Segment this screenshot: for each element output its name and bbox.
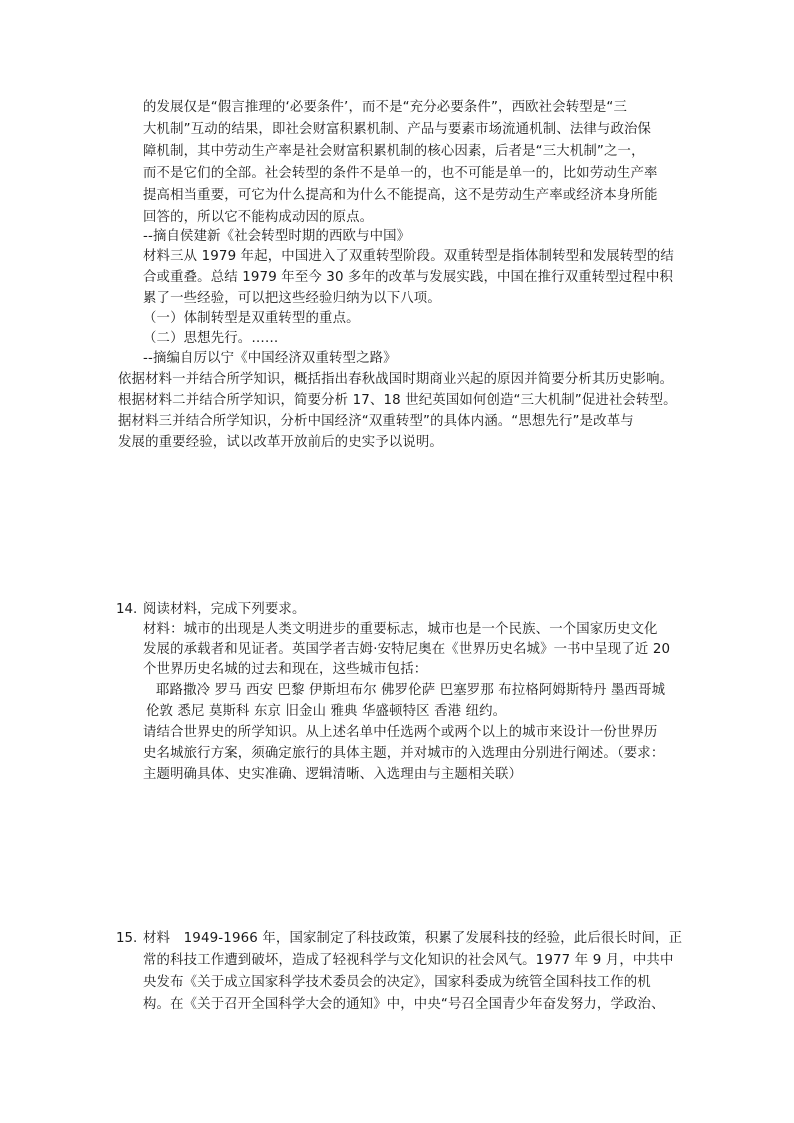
text-line: （二）思想先行。……	[143, 331, 279, 346]
text-line: 央发布《关于成立国家科学技术委员会的决定》，国家科委成为统管全国科技工作的机	[143, 975, 651, 990]
text-line: 主题明确具体、史实准确、逻辑清晰、入选理由与主题相关联）	[143, 767, 523, 782]
citation: --摘编自厉以宁《中国经济双重转型之路》	[143, 351, 397, 366]
text-line: 提高相当重要，可它为什么提高和为什么不能提高，这不是劳动生产率或经济本身所能	[143, 188, 658, 203]
question-line: 依据材料一并结合所学知识，概括指出春秋战国时期商业兴起的原因并简要分析其历史影响。	[118, 372, 674, 387]
city-list: 伦敦 悉尼 莫斯科 东京 旧金山 雅典 华盛顿特区 香港 纽约。	[146, 704, 507, 719]
text-line: 构。在《关于召开全国科学大会的通知》中，中央“号召全国青少年奋发努力，学政治、	[143, 997, 665, 1012]
text-line: 发展的承载者和见证者。英国学者吉姆·安特尼奥在《世界历史名城》一书中呈现了近 20	[143, 642, 671, 657]
text-line: 障机制，其中劳动生产率是社会财富积累机制的核心因素，后者是“三大机制”之一，	[143, 144, 645, 159]
text-line: 材料三从 1979 年起，中国进入了双重转型阶段。双重转型是指体制转型和发展转型的结	[143, 249, 674, 264]
text-line: 的发展仅是“假言推理的‘必要条件’，而不是“充分必要条件”，西欧社会转型是“三	[143, 100, 627, 115]
citation: --摘自侯建新《社会转型时期的西欧与中国》	[143, 229, 411, 244]
text-line: 阅读材料，完成下列要求。	[143, 602, 306, 617]
text-line: 个世界历史名城的过去和现在，这些城市包括：	[143, 662, 428, 677]
text-line: （一）体制转型是双重转型的重点。	[143, 311, 360, 326]
text-line: 材料 1949-1966 年，国家制定了科技政策，积累了发展科技的经验，此后很长时间，正	[143, 931, 683, 946]
question-line: 据材料三并结合所学知识，分析中国经济“双重转型”的具体内涵。“思想先行”是改革与	[118, 414, 634, 429]
question-number: 14.	[116, 602, 138, 617]
text-line: 请结合世界史的所学知识。从上述名单中任选两个或两个以上的城市来设计一份世界历	[143, 725, 658, 740]
text-line: 材料：城市的出现是人类文明进步的重要标志，城市也是一个民族、一个国家历史文化	[143, 622, 658, 637]
text-line: 回答的，所以它不能构成动因的原点。	[143, 210, 374, 225]
city-list: 耶路撒冷 罗马 西安 巴黎 伊斯坦布尔 佛罗伦萨 巴塞罗那 布拉格阿姆斯特丹 墨西哥城	[156, 683, 666, 698]
text-line: 大机制”互动的结果，即社会财富积累机制、产品与要素市场流通机制、法律与政治保	[143, 122, 652, 137]
question-line: 发展的重要经验，试以改革开放前后的史实予以说明。	[118, 435, 443, 450]
question-number: 15.	[116, 931, 138, 946]
text-line: 合或重叠。总结 1979 年至今 30 多年的改革与发展实践，中国在推行双重转型过程中积	[143, 270, 674, 285]
text-line: 常的科技工作遭到破坏，造成了轻视科学与文化知识的社会风气。1977 年 9 月，中共中	[143, 953, 674, 968]
text-line: 史名城旅行方案，须确定旅行的具体主题，并对城市的入选理由分别进行阐述。（要求：	[143, 746, 665, 761]
text-line: 而不是它们的全部。社会转型的条件不是单一的，也不可能是单一的，比如劳动生产率	[143, 166, 658, 181]
question-line: 根据材料二并结合所学知识，简要分析 17、18 世纪英国如何创造“三大机制”促进社会转型。	[118, 393, 677, 408]
text-line: 累了一些经验，可以把这些经验归纳为以下八项。	[143, 291, 441, 306]
